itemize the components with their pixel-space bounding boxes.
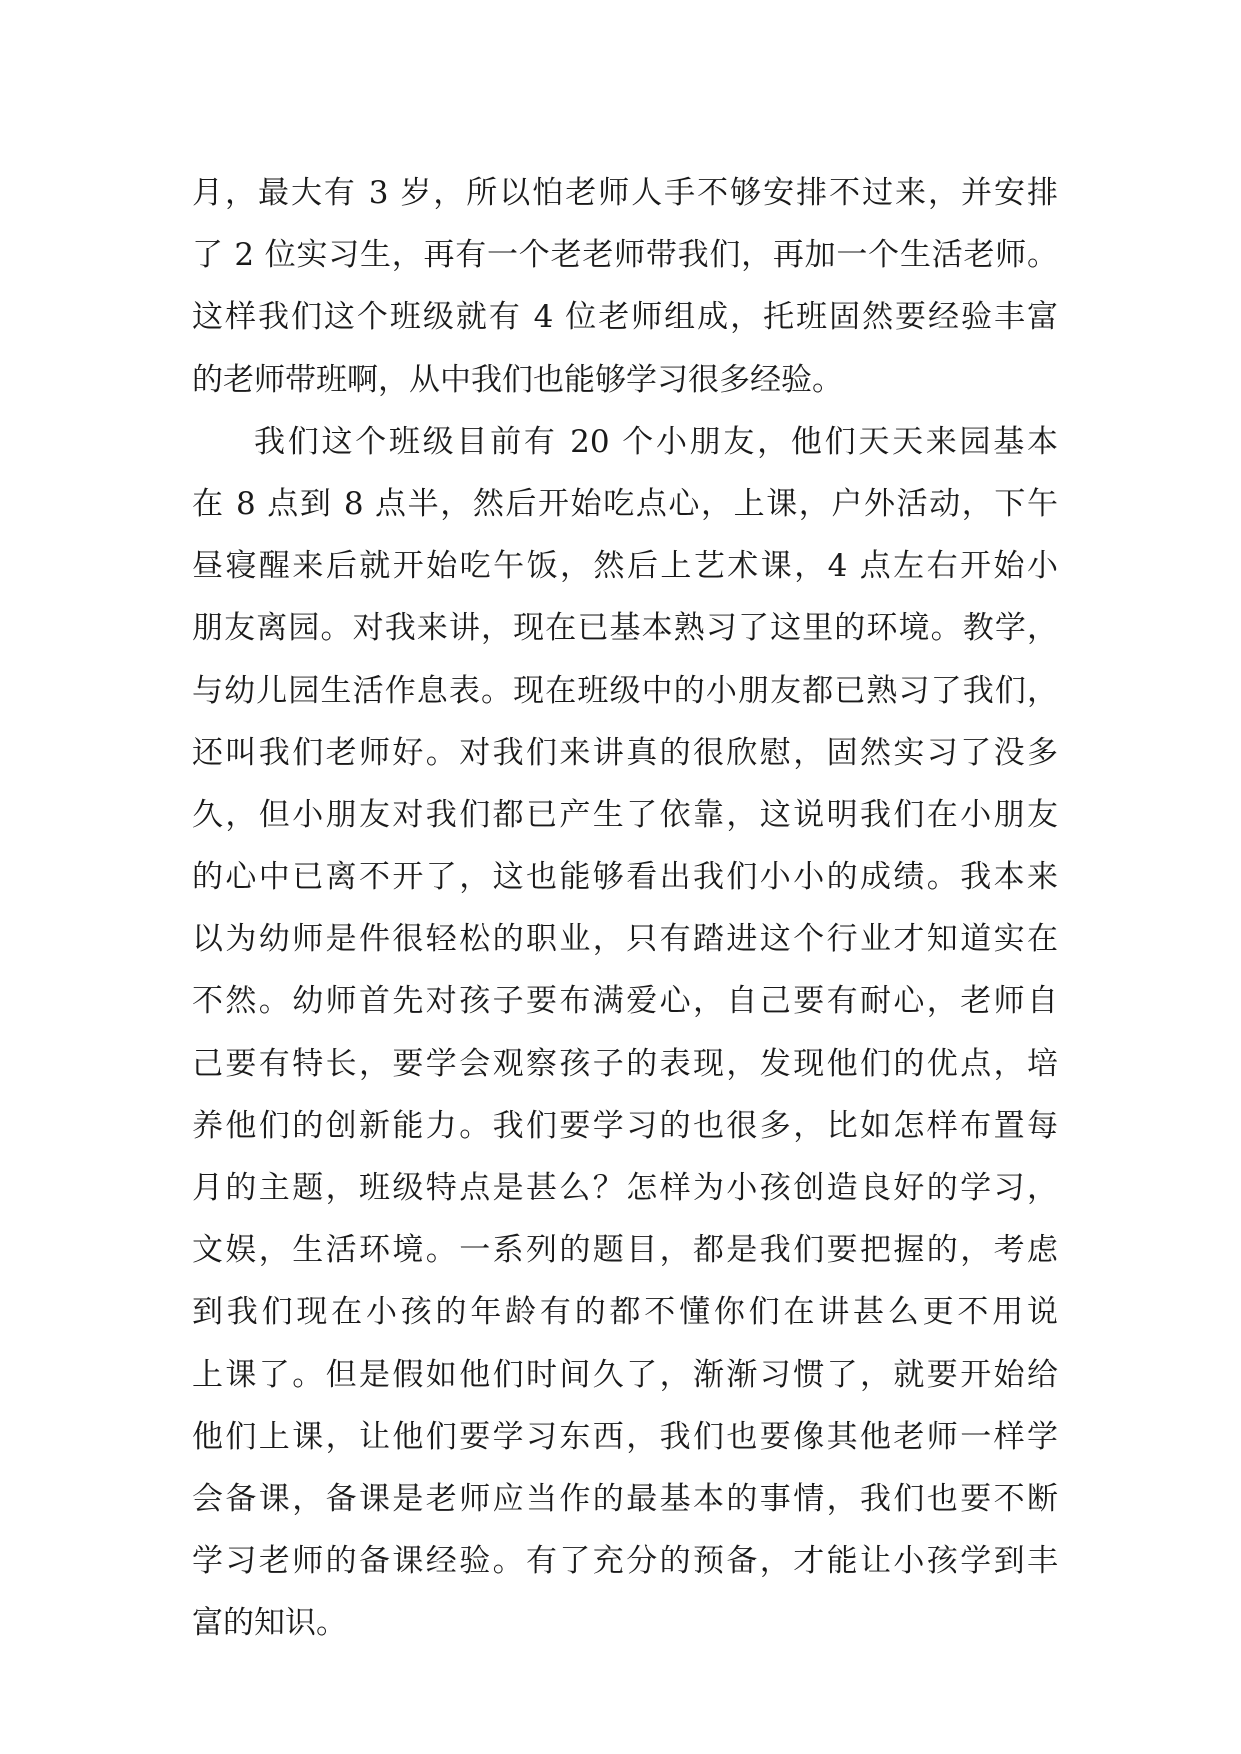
paragraph-line: 与幼儿园生活作息表。现在班级中的小朋友都已熟习了我们， <box>192 672 1058 709</box>
document-body <box>192 162 1058 1655</box>
paragraph-line: 养他们的创新能力。我们要学习的也很多，比如怎样布置每 <box>192 1107 1058 1144</box>
paragraph-line: 以为幼师是件很轻松的职业，只有踏进这个行业才知道实在 <box>192 921 1058 958</box>
paragraph-line: 久，但小朋友对我们都已产生了依靠，这说明我们在小朋友 <box>192 796 1058 833</box>
paragraph-line: 学习老师的备课经验。有了充分的预备，才能让小孩学到丰 <box>192 1543 1058 1580</box>
paragraph-line: 还叫我们老师好。对我们来讲真的很欣慰，固然实习了没多 <box>192 734 1058 771</box>
paragraph-2 <box>192 411 1058 1655</box>
paragraph-line: 富的知识。 <box>192 1605 347 1642</box>
paragraph-line: 文娱，生活环境。一系列的题目，都是我们要把握的，考虑 <box>192 1232 1058 1269</box>
paragraph-line: 我们这个班级目前有 20 个小朋友，他们天天来园基本 <box>254 423 1058 460</box>
paragraph-line: 上课了。但是假如他们时间久了，渐渐习惯了，就要开始给 <box>192 1356 1058 1393</box>
paragraph-line: 昼寝醒来后就开始吃午饭，然后上艺术课，4 点左右开始小 <box>192 548 1058 585</box>
paragraph-line: 会备课，备课是老师应当作的最基本的事情，我们也要不断 <box>192 1480 1058 1517</box>
paragraph-line: 在 8 点到 8 点半，然后开始吃点心，上课，户外活动，下午 <box>192 485 1058 522</box>
paragraph-line: 的老师带班啊，从中我们也能够学习很多经验。 <box>192 361 843 398</box>
paragraph-line: 朋友离园。对我来讲，现在已基本熟习了这里的环境。教学， <box>192 610 1058 647</box>
paragraph-line: 了 2 位实习生，再有一个老老师带我们，再加一个生活老师。 <box>192 237 1058 274</box>
paragraph-1 <box>192 162 1058 411</box>
paragraph-line: 己要有特长，要学会观察孩子的表现，发现他们的优点，培 <box>192 1045 1058 1082</box>
paragraph-line: 到我们现在小孩的年龄有的都不懂你们在讲甚么更不用说 <box>192 1294 1058 1331</box>
paragraph-line: 月的主题，班级特点是甚么？怎样为小孩创造良好的学习， <box>192 1170 1058 1206</box>
paragraph-line: 月，最大有 3 岁，所以怕老师人手不够安排不过来，并安排 <box>192 175 1058 211</box>
paragraph-line: 不然。幼师首先对孩子要布满爱心，自己要有耐心，老师自 <box>192 983 1058 1020</box>
paragraph-line: 他们上课，让他们要学习东西，我们也要像其他老师一样学 <box>192 1418 1058 1455</box>
paragraph-line: 的心中已离不开了，这也能够看出我们小小的成绩。我本来 <box>192 859 1058 896</box>
paragraph-line: 这样我们这个班级就有 4 位老师组成，托班固然要经验丰富 <box>192 299 1058 336</box>
